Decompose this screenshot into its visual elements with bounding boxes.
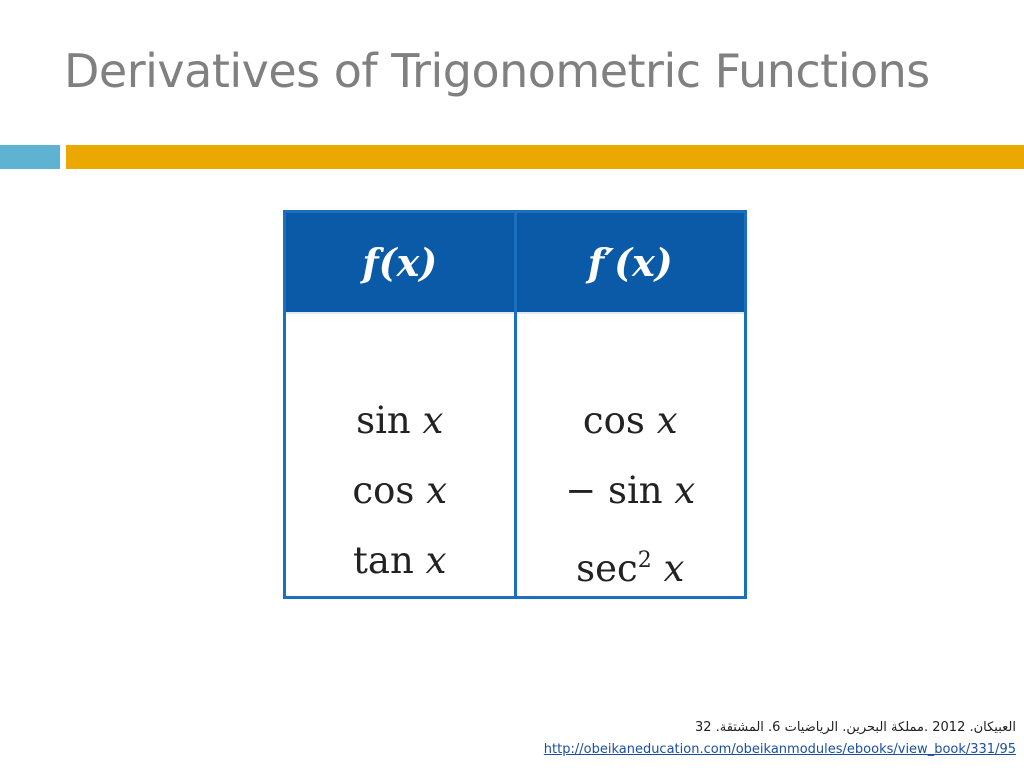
accent-bar-blue xyxy=(0,145,60,169)
derivative-cell-neg-sin xyxy=(565,456,695,526)
function-name: cos xyxy=(352,469,415,512)
derivative-cell-sec-squared xyxy=(576,526,684,596)
derivatives-table xyxy=(283,210,747,599)
function-column-body xyxy=(286,314,514,596)
derivative-name: sec xyxy=(576,547,638,590)
variable: x xyxy=(425,539,447,582)
accent-bar-gold xyxy=(66,145,1024,169)
derivative-name: − sin xyxy=(565,469,663,512)
variable: x xyxy=(663,547,685,590)
derivative-cell-cos xyxy=(583,386,678,456)
variable: x xyxy=(422,399,444,442)
function-cell-cos xyxy=(352,456,447,526)
variable: x xyxy=(656,399,678,442)
citation-text: العبيكان. 2012 .مملكة البحرين. الرياضيات 6. المشتقة. 32 xyxy=(694,720,1016,735)
function-cell-tan xyxy=(353,526,446,596)
function-cell-sin xyxy=(356,386,443,456)
function-name: tan xyxy=(353,539,414,582)
variable: x xyxy=(674,469,696,512)
function-column-header: f(x) xyxy=(286,213,514,314)
derivative-column-header: f′(x) xyxy=(517,213,745,314)
derivative-name: cos xyxy=(582,399,645,442)
derivative-column-body xyxy=(517,314,745,596)
function-name: sin xyxy=(356,399,411,442)
function-column xyxy=(286,213,517,596)
slide-title: Derivatives of Trigonometric Functions xyxy=(64,44,930,98)
exponent: 2 xyxy=(637,548,652,573)
variable: x xyxy=(426,469,448,512)
citation-link[interactable]: http://obeikaneducation.com/obeikanmodules/ebooks/view_book/331/95 xyxy=(543,742,1016,757)
derivative-column xyxy=(517,213,745,596)
